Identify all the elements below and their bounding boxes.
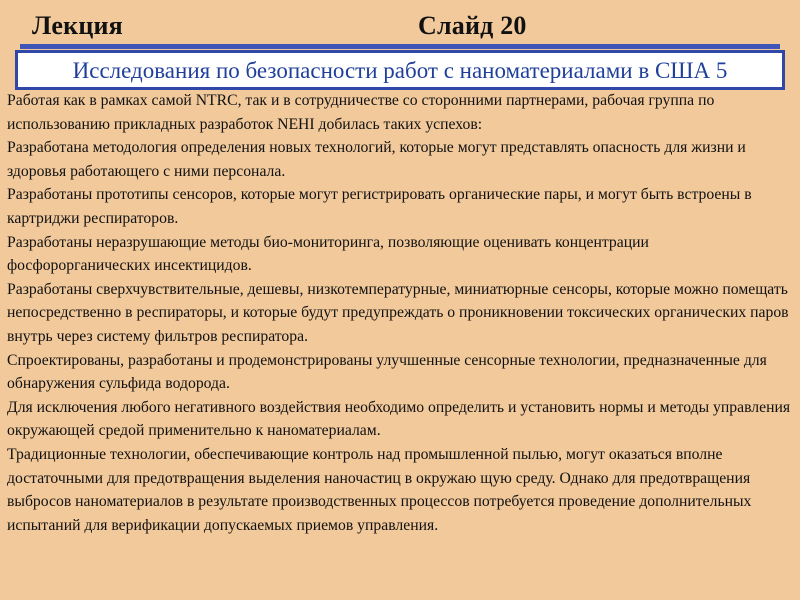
slide-title-box	[15, 50, 785, 90]
header-divider	[20, 44, 780, 49]
content-paragraph: Традиционные технологии, обеспечивающие контроль над промышленной пылью, могут оказаться вполне достаточными для предотвращения выделения наночастиц в окружаю щую среду. Однако для предотвращения выбросов наноматериалов в результате производственных процессов потребуется проведение дополнительных испытаний для верификации допускаемых приемов управления.	[7, 445, 752, 534]
content-paragraph: Спроектированы, разработаны и продемонстрированы улучшенные сенсорные технологии, предназначенные для обнаружения сульфида водорода.	[7, 351, 767, 393]
content-paragraph: Разработана методология определения новых технологий, которые могут представлять опасность для жизни и здоровья работающего с ними персонала.	[7, 139, 746, 180]
slide-title: Исследования по безопасности работ с наноматериалами в США 5	[72, 57, 728, 83]
content-paragraph: Разработаны неразрушающие методы био-мониторинга, позволяющие оценивать концентрации фосфорорганических инсектицидов.	[7, 233, 649, 275]
content-paragraph: Для исключения любого негативного воздействия необходимо определить и установить нормы и методы управления окружающей средой применительно к наноматериалам.	[7, 398, 791, 440]
content-paragraph: Работая как в рамках самой NTRC, так и в сотрудничестве со сторонними партнерами, рабочая группа по использованию прикладных разработок NEHI добилась таких успехов:	[7, 92, 715, 133]
content-paragraph: Разработаны сверхчувствительные, дешевы, низкотемпературные, миниатюрные сенсоры, которые можно помещать непосредственно в респираторы, и которые будут предупреждать о проникновении токсических органических паров внутрь через систему фильтров респиратора.	[7, 280, 789, 345]
lecture-label: Лекция	[32, 11, 123, 40]
slide-content	[7, 89, 793, 595]
content-paragraph: Разработаны прототипы сенсоров, которые могут регистрировать органические пары, и могут быть встроены в картриджи респираторов.	[7, 186, 752, 227]
slide-number-label: Слайд 20	[418, 11, 527, 40]
